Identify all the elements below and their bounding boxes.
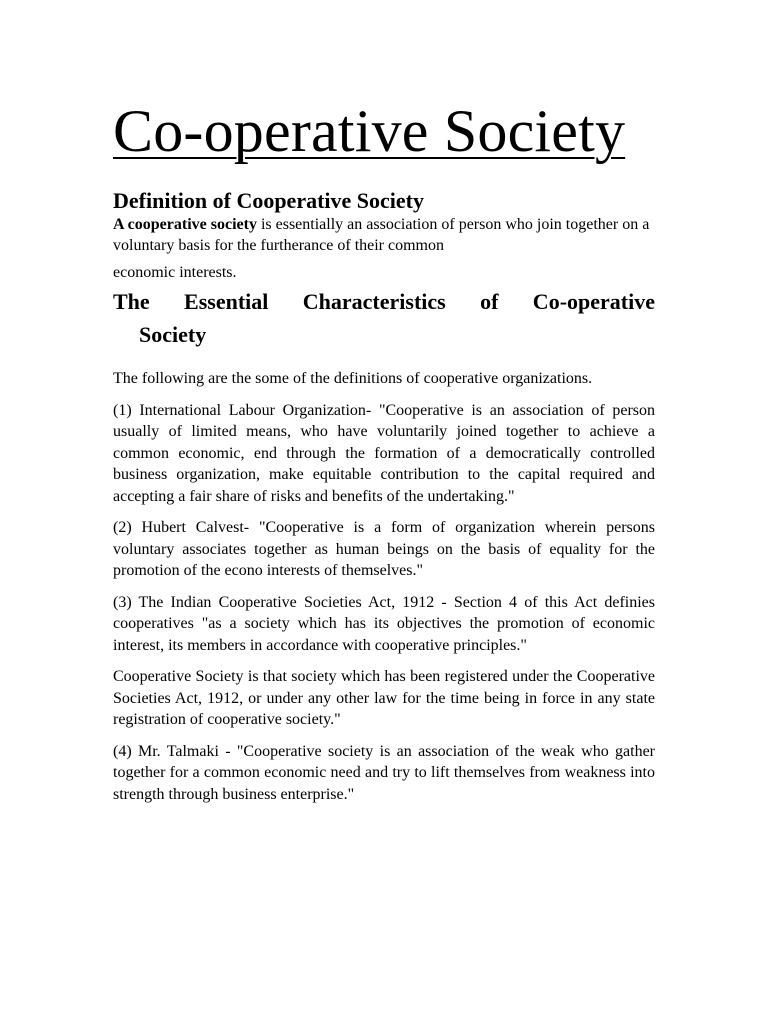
definition-lead: A cooperative society xyxy=(113,216,257,233)
intro-paragraph: The following are the some of the definitions of cooperative organizations. xyxy=(113,370,593,387)
definition-heading: Definition of Cooperative Society xyxy=(113,188,424,213)
characteristics-heading-line1: The Essential Characteristics of Co-operative xyxy=(113,289,655,314)
definition-hubert-calvert: (2) Hubert Calvest- "Cooperative is a form of organization wherein persons voluntary associates together as human beings on the basis of equality for the promotion of the econo interests of themselves." xyxy=(113,519,655,579)
definition-paragraph xyxy=(113,214,655,256)
document-page xyxy=(113,98,655,805)
definition-body: is essentially an association of person who join together on a voluntary basis for the furtherance of their common xyxy=(113,216,650,254)
characteristics-heading xyxy=(113,285,655,351)
definition-talmaki: (4) Mr. Talmaki - "Cooperative society is an association of the weak who gather together for a common economic need and try to lift themselves from weakness into strength through business enterprise." xyxy=(113,742,655,803)
definition-indian-act: (3) The Indian Cooperative Societies Act, 1912 - Section 4 of this Act definies cooperatives "as a society which has its objectives the promotion of economic interest, its members in accordance with cooperative principles." xyxy=(113,593,655,654)
definition-registered-society: Cooperative Society is that society which has been registered under the Cooperative Societies Act, 1912, or under any other law for the time being in force in any state registration of cooperative society." xyxy=(113,668,655,728)
definition-last-line: economic interests. xyxy=(113,264,237,281)
characteristics-heading-line2: Society xyxy=(139,322,207,347)
document-title: Co-operative Society xyxy=(113,98,626,164)
definition-ilo: (1) International Labour Organization- "Cooperative is an association of person usually of limited means, who have voluntarily joined together to achieve a common economic, end through the formation of a democratically controlled business organization, make equitable contribution to the capital required and accepting a fair share of risks and benefits of the undertaking." xyxy=(113,401,655,505)
